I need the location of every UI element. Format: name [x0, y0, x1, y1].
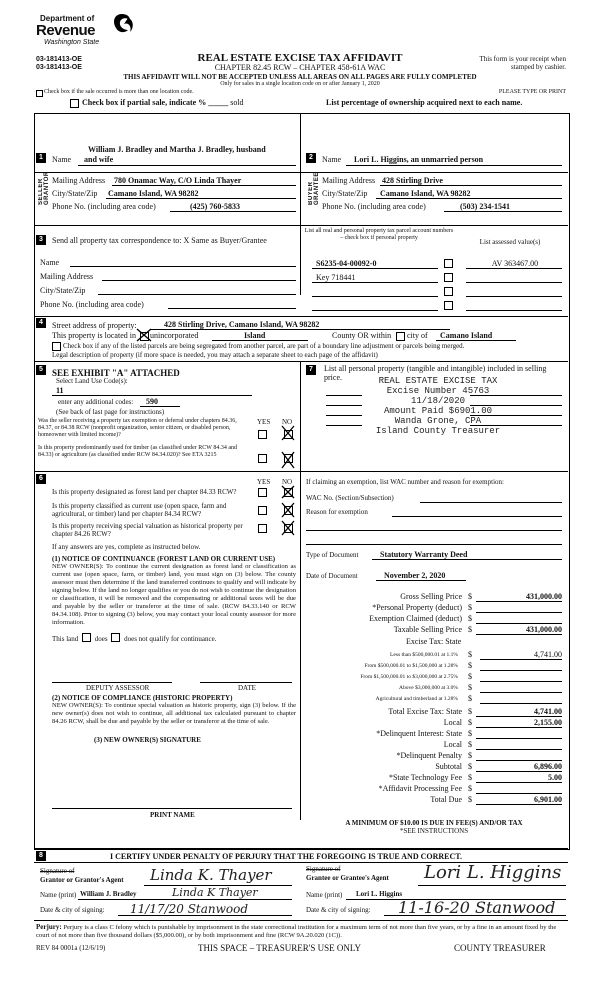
- reason-label: Reason for exemption: [306, 508, 368, 516]
- buyer-name[interactable]: Lori L. Higgins, an unmarried person: [354, 155, 484, 164]
- section-1-badge: 1: [36, 153, 46, 163]
- county-treasurer-label: COUNTY TREASURER: [454, 943, 546, 953]
- parcel-2-personal-checkbox[interactable]: [444, 273, 453, 282]
- exhibit-a: SEE EXHIBIT "A" ATTACHED: [52, 368, 180, 378]
- please-type: PLEASE TYPE OR PRINT: [498, 89, 566, 95]
- delinquent-interest-label: *Delinquent Interest: State: [376, 729, 462, 738]
- grantor-name-print-label: Name (print): [40, 891, 77, 899]
- seller-address-label: Mailing Address: [52, 176, 106, 185]
- sec5-yes-label: YES: [257, 418, 271, 426]
- section-3-badge: 3: [36, 235, 46, 245]
- parcel-4-personal-checkbox[interactable]: [444, 301, 453, 310]
- gross-price-value[interactable]: 431,000.00: [526, 592, 562, 601]
- total-excise-label: Total Excise Tax: State: [388, 707, 462, 716]
- multiple-location-checkbox[interactable]: [36, 90, 43, 97]
- excise-state-label: Excise Tax: State: [406, 637, 462, 646]
- technology-fee-label: *State Technology Fee: [388, 773, 462, 782]
- local-tax-value[interactable]: 2,155.00: [534, 718, 562, 727]
- parcel-2[interactable]: Key 718441: [316, 273, 356, 282]
- perjury-text: Perjury: Perjury is a class C felony which is punishable by imprisonment in the state correctional institution for a maximum term of not more than five years, or by a fine in an amount fixed by the court of not more than five thousand dollars ($5,000.00), or by both imprisonment and fine (RCW 9A.20.020 (1C)).: [36, 923, 557, 939]
- street-address[interactable]: 428 Stirling Drive, Camano Island, WA 98282: [164, 320, 320, 329]
- grantor-date-city[interactable]: 11/17/20 Stanwood: [130, 902, 249, 916]
- section-6-badge: 6: [36, 474, 46, 484]
- section-8-badge: 8: [36, 851, 46, 861]
- sec6-q3-no-mark-icon: [280, 519, 296, 537]
- divider-top: [300, 113, 301, 295]
- sec5-q2-no-mark-icon: [280, 450, 296, 470]
- gross-price-dollar: $: [468, 592, 472, 601]
- corr-name-label: Name: [40, 258, 60, 267]
- grantee-sig-of: Signature of: [306, 865, 341, 873]
- notice2-body: NEW OWNER(S): To continue special valuation as historic property, sign (3) below. If the new owner(s) does not wish to continue, all additional tax calculated pursuant to chapter 84.26 RCW, shall be due and payable by the seller or transferor at the time of sale.: [52, 702, 296, 725]
- stamp-line-5: Wanda Grone, CPA: [394, 416, 482, 426]
- technology-fee-value[interactable]: 5.00: [548, 773, 562, 782]
- bracket-4-dollar: $: [468, 683, 472, 692]
- see-instructions-note: *SEE INSTRUCTIONS: [399, 827, 469, 835]
- ownership-note: List percentage of ownership acquired next to each name.: [326, 98, 523, 107]
- dor-logo: [36, 12, 136, 48]
- stamp-line-6: Island County Treasurer: [375, 426, 501, 436]
- sec6-q3: Is this property receiving special valuation as historical property per chapter 84.26 RCW?: [52, 522, 243, 538]
- personal-prop-label: List all personal property (tangible and intangible) included in selling price.: [324, 364, 547, 382]
- delinquent-penalty-dollar: $: [468, 751, 472, 760]
- seller-name-line2[interactable]: and wife: [84, 155, 114, 164]
- print-name-label: PRINT NAME: [150, 811, 195, 819]
- seller-name-line1[interactable]: William J. Bradley and Martha J. Bradley, husband: [88, 145, 266, 154]
- doc-date[interactable]: November 2, 2020: [384, 571, 446, 580]
- grantor-date-city-label: Date & city of signing:: [40, 906, 105, 914]
- seller-city-label: City/State/Zip: [52, 189, 98, 198]
- tax-totals: [300, 707, 568, 807]
- form-code-1: 03-181413-OE: [36, 56, 82, 63]
- buyer-city-label: City/State/Zip: [322, 189, 368, 198]
- legal-desc-label: Legal description of property (if more space is needed, you may attach a separate sheet to each page of the affidavit): [52, 351, 378, 359]
- buyer-address-label: Mailing Address: [322, 176, 376, 185]
- date-label: DATE: [238, 684, 256, 692]
- exemption-claim-label: If claiming an exemption, list WAC number and reason for exemption:: [306, 478, 504, 486]
- form-chapter: CHAPTER 82.45 RCW – CHAPTER 458-61A WAC: [214, 63, 386, 72]
- sec6-q1-yes-checkbox[interactable]: [258, 488, 267, 497]
- land-use-code[interactable]: 11: [56, 386, 64, 395]
- wac-label: WAC No. (Section/Subsection): [306, 494, 394, 502]
- total-due-label: Total Due: [430, 795, 462, 804]
- bracket-2-label: From $500,000.01 to $1,500,000 at 1.28%: [364, 663, 458, 669]
- grantee-name-print-label: Name (print): [306, 891, 343, 899]
- partial-sale-label: Check box if partial sale, indicate % _____ sold: [82, 98, 244, 107]
- see-back-note: (See back of last page for instructions): [56, 408, 165, 416]
- partial-sale-checkbox[interactable]: [70, 99, 79, 108]
- county-value[interactable]: Island: [244, 331, 266, 340]
- section-4-badge: 4: [36, 318, 46, 328]
- bracket-1-label: Less than $500,000.01 at 1.1%: [390, 652, 458, 658]
- grantee-date-city-label: Date & city of signing:: [306, 906, 371, 914]
- logo-state: Washington State: [44, 39, 100, 46]
- continuance-line: This land does does not qualify for continuance.: [52, 635, 217, 643]
- seller-phone-label: Phone No. (including area code): [52, 202, 156, 211]
- stamp-line-3: 11/18/2020: [410, 396, 465, 406]
- stamp-line-1: REAL ESTATE EXCISE TAX: [378, 376, 498, 386]
- county-label: County OR within: [332, 331, 392, 340]
- logo-name: Revenue: [36, 22, 96, 39]
- segregated-label: Check box if any of the listed parcels are being segregated from another parcel, are part of a boundary line adjustment or parcels being merged.: [63, 342, 465, 350]
- sec5-q1-yes-checkbox[interactable]: [258, 430, 267, 439]
- city-value[interactable]: Camano Island: [440, 331, 493, 340]
- personal-property-label: *Personal Property (deduct): [372, 603, 462, 612]
- warning-text: THIS AFFIDAVIT WILL NOT BE ACCEPTED UNLESS ALL AREAS ON ALL PAGES ARE FULLY COMPLETED: [123, 73, 477, 81]
- new-owner-signature-label: (3) NEW OWNER(S) SIGNATURE: [94, 736, 201, 744]
- corr-city-label: City/State/Zip: [40, 286, 86, 295]
- doc-type-label: Type of Document: [306, 551, 359, 559]
- treasurer-stamp: [310, 376, 566, 436]
- delinquent-penalty-label: *Delinquent Penalty: [396, 751, 462, 760]
- gross-price-label: Gross Selling Price: [400, 592, 462, 601]
- bracket-1-dollar: $: [468, 650, 472, 659]
- sec6-q2-yes-checkbox[interactable]: [258, 506, 267, 515]
- section-2-badge: 2: [306, 153, 316, 163]
- exemption-claimed-dollar: $: [468, 614, 472, 623]
- seller-name-label: Name: [52, 155, 72, 164]
- delinquent-local-dollar: $: [468, 740, 472, 749]
- taxable-price-label: Taxable Selling Price: [393, 625, 462, 634]
- grantor-print-name[interactable]: William J. Bradley: [80, 890, 137, 898]
- buyer-name-label: Name: [322, 155, 342, 164]
- city-of-label: city of: [407, 331, 428, 340]
- corr-address-label: Mailing Address: [40, 272, 94, 281]
- located-label: This property is located in: [52, 331, 136, 340]
- street-label: Street address of property:: [52, 321, 137, 330]
- corr-phone-label: Phone No. (including area code): [40, 300, 144, 309]
- total-excise-value[interactable]: 4,741.00: [534, 707, 562, 716]
- sec5-q2: Is this property predominantly used for timber (as classified under RCW 84.34 and 84.33) or agriculture (as classified under RCW 84.34.020)? See ETA 3215: [38, 445, 238, 458]
- tax-brackets: [300, 648, 568, 708]
- grantor-print-hand: Linda K Thayer: [172, 886, 258, 899]
- bracket-3-label: From $1,500,000.01 to $3,000,000 at 2.75%: [360, 674, 458, 680]
- bracket-5-dollar: $: [468, 694, 472, 703]
- buyer-phone[interactable]: (503) 234-1541: [460, 202, 510, 211]
- sec5-q1-no-mark-icon: [280, 424, 296, 442]
- total-excise-dollar: $: [468, 707, 472, 716]
- assessed-1[interactable]: AV 363467.00: [491, 259, 539, 268]
- certify-statement: I CERTIFY UNDER PENALTY OF PERJURY THAT THE FOREGOING IS TRUE AND CORRECT.: [110, 852, 463, 861]
- exemption-claimed-label: Exemption Claimed (deduct): [369, 614, 462, 623]
- taxable-price-dollar: $: [468, 625, 472, 634]
- sec6-no-label: NO: [282, 478, 293, 486]
- bracket-1-value[interactable]: 4,741.00: [534, 650, 562, 659]
- multiple-location-label: Check box if the sale occurred is more than one location code.: [44, 89, 194, 95]
- send-correspondence-label: Send all property tax correspondence to: X Same as Buyer/Grantee: [52, 236, 267, 245]
- subtotal-dollar: $: [468, 762, 472, 771]
- if-yes-note: If any answers are yes, complete as instructed below.: [52, 543, 201, 551]
- logo-swirl-icon: [110, 12, 134, 38]
- form-title: REAL ESTATE EXCISE TAX AFFIDAVIT: [197, 52, 403, 64]
- additional-codes[interactable]: 590: [146, 397, 158, 406]
- minimum-due-note: A MINIMUM OF $10.00 IS DUE IN FEE(S) AND/OR TAX: [345, 819, 523, 827]
- section-7-badge: 7: [306, 365, 316, 375]
- form-code-2: 03-181413-OE: [36, 64, 82, 71]
- land-use-label: Select Land Use Code(s):: [56, 377, 128, 385]
- receipt-note: This form is your receipt when stamped by cashier.: [479, 55, 566, 71]
- parcel-1[interactable]: S6235-04-00092-0: [316, 259, 377, 268]
- parcel-3-personal-checkbox[interactable]: [444, 287, 453, 296]
- notice2-title: (2) NOTICE OF COMPLIANCE (HISTORIC PROPERTY): [52, 694, 233, 702]
- notice1-title: (1) NOTICE OF CONTINUANCE (FOREST LAND OR CURRENT USE): [52, 555, 276, 563]
- grantee-signature[interactable]: Lori L. Higgins: [424, 862, 562, 883]
- parcel-1-personal-checkbox[interactable]: [444, 259, 453, 268]
- local-tax-dollar: $: [468, 718, 472, 727]
- grantee-date-city[interactable]: 11-16-20 Stanwood: [398, 898, 556, 917]
- seller-address[interactable]: 780 Onamac Way, C/O Linda Thayer: [114, 176, 242, 185]
- notice1-body: NEW OWNER(S): To continue the current designation as forest land or classification as current use (open space, farm, or timber) land, you must sign on (3) below. The county assessor must then determine if the land transferred continues to qualify and will indicate by signing below. If the land no longer qualifies or you do not wish to continue the designation or classification, it will be removed and the compensating or additional taxes will be due and payable by the seller or transferor at the time of sale. (RCW 84.33.140 or RCW 84.34.108). Prior to signing (3) below, you may contact your local county assessor for more information.: [52, 563, 296, 626]
- form-number: REV 84 0001a (12/6/19): [36, 944, 106, 952]
- section-5-badge: 5: [36, 365, 46, 375]
- tax-calc-top: [300, 590, 568, 640]
- logo-dept: Department of: [40, 14, 95, 23]
- unincorporated-label: unincorporated: [150, 331, 199, 340]
- buyer-phone-label: Phone No. (including area code): [322, 202, 426, 211]
- sec5-no-label: NO: [282, 418, 293, 426]
- grantee-agent-label: Grantee or Grantee's Agent: [306, 874, 389, 882]
- bracket-2-dollar: $: [468, 661, 472, 670]
- bracket-3-dollar: $: [468, 672, 472, 681]
- grantor-agent-label: Grantor or Grantor's Agent: [40, 876, 124, 884]
- date-note: Only for sales in a single location code on or after January 1, 2020: [220, 81, 380, 87]
- deputy-assessor-label: DEPUTY ASSESSOR: [86, 684, 150, 692]
- stamp-line-4: Amount Paid $6901.00: [383, 406, 493, 416]
- local-tax-label: Local: [443, 718, 462, 727]
- doc-type[interactable]: Statutory Warranty Deed: [380, 550, 468, 559]
- additional-codes-label: enter any additional codes:: [58, 398, 134, 406]
- seller-side-label: SELLER GRANTOR: [38, 171, 50, 205]
- total-due-value[interactable]: 6,901.00: [534, 795, 562, 804]
- grantor-sig-of: Signature of: [40, 867, 75, 875]
- assessed-header: List assessed value(s): [479, 238, 541, 246]
- seller-city[interactable]: Camano Island, WA 98282: [108, 189, 199, 198]
- taxable-price-value[interactable]: 431,000.00: [526, 625, 562, 634]
- sec5-q1: Was the seller receiving a property tax exemption or deferral under chapters 84.36, 84.37, or 84.38 RCW (nonprofit organization, senior citizen, or disabled person, homeowner with limited income)?: [38, 418, 237, 438]
- sec6-yes-label: YES: [257, 478, 271, 486]
- sec6-q3-yes-checkbox[interactable]: [258, 524, 267, 533]
- delinquent-local-label: Local: [443, 740, 462, 749]
- buyer-address[interactable]: 428 Stirling Drive: [382, 176, 443, 185]
- doc-date-label: Date of Document: [306, 572, 358, 580]
- sec6-q1-no-mark-icon: [280, 484, 296, 500]
- stamp-line-2: Excise Number 45763: [386, 386, 490, 396]
- does-not-checkbox[interactable]: [111, 633, 120, 642]
- grantor-signature[interactable]: Linda K. Thayer: [150, 866, 272, 884]
- treasurer-use-label: THIS SPACE – TREASURER'S USE ONLY: [198, 943, 362, 953]
- city-checkbox[interactable]: [396, 332, 405, 341]
- affidavit-fee-dollar: $: [468, 784, 472, 793]
- total-due-dollar: $: [468, 795, 472, 804]
- buyer-side-label: BUYER GRANTEE: [308, 172, 320, 205]
- does-checkbox[interactable]: [82, 633, 91, 642]
- subtotal-label: Subtotal: [435, 762, 462, 771]
- sec6-q2: Is this property classified as current use (open space, farm and agricultural, or timber) land per chapter 84.34 RCW?: [52, 502, 227, 518]
- sec6-q1: Is this property designated as forest land per chapter 84.33 RCW?: [52, 488, 237, 496]
- segregated-checkbox[interactable]: [52, 342, 61, 351]
- seller-phone[interactable]: (425) 760-5833: [190, 202, 240, 211]
- subtotal-value[interactable]: 6,896.00: [534, 762, 562, 771]
- sec6-q2-no-mark-icon: [280, 501, 296, 519]
- delinquent-interest-dollar: $: [468, 729, 472, 738]
- grantee-print-name[interactable]: Lori L. Higgins: [356, 890, 403, 898]
- personal-property-dollar: $: [468, 603, 472, 612]
- parcel-header: List all real and personal property tax parcel account numbers – check box if personal property: [304, 228, 454, 241]
- bracket-4-label: Above $3,000,000 at 3.0%: [399, 685, 458, 691]
- affidavit-fee-label: *Affidavit Processing Fee: [378, 784, 462, 793]
- sec5-q2-yes-checkbox[interactable]: [258, 454, 267, 463]
- bracket-5-label: Agricultural and timberland at 1.28%: [375, 696, 458, 702]
- technology-fee-dollar: $: [468, 773, 472, 782]
- buyer-city[interactable]: Camano Island, WA 98282: [380, 189, 471, 198]
